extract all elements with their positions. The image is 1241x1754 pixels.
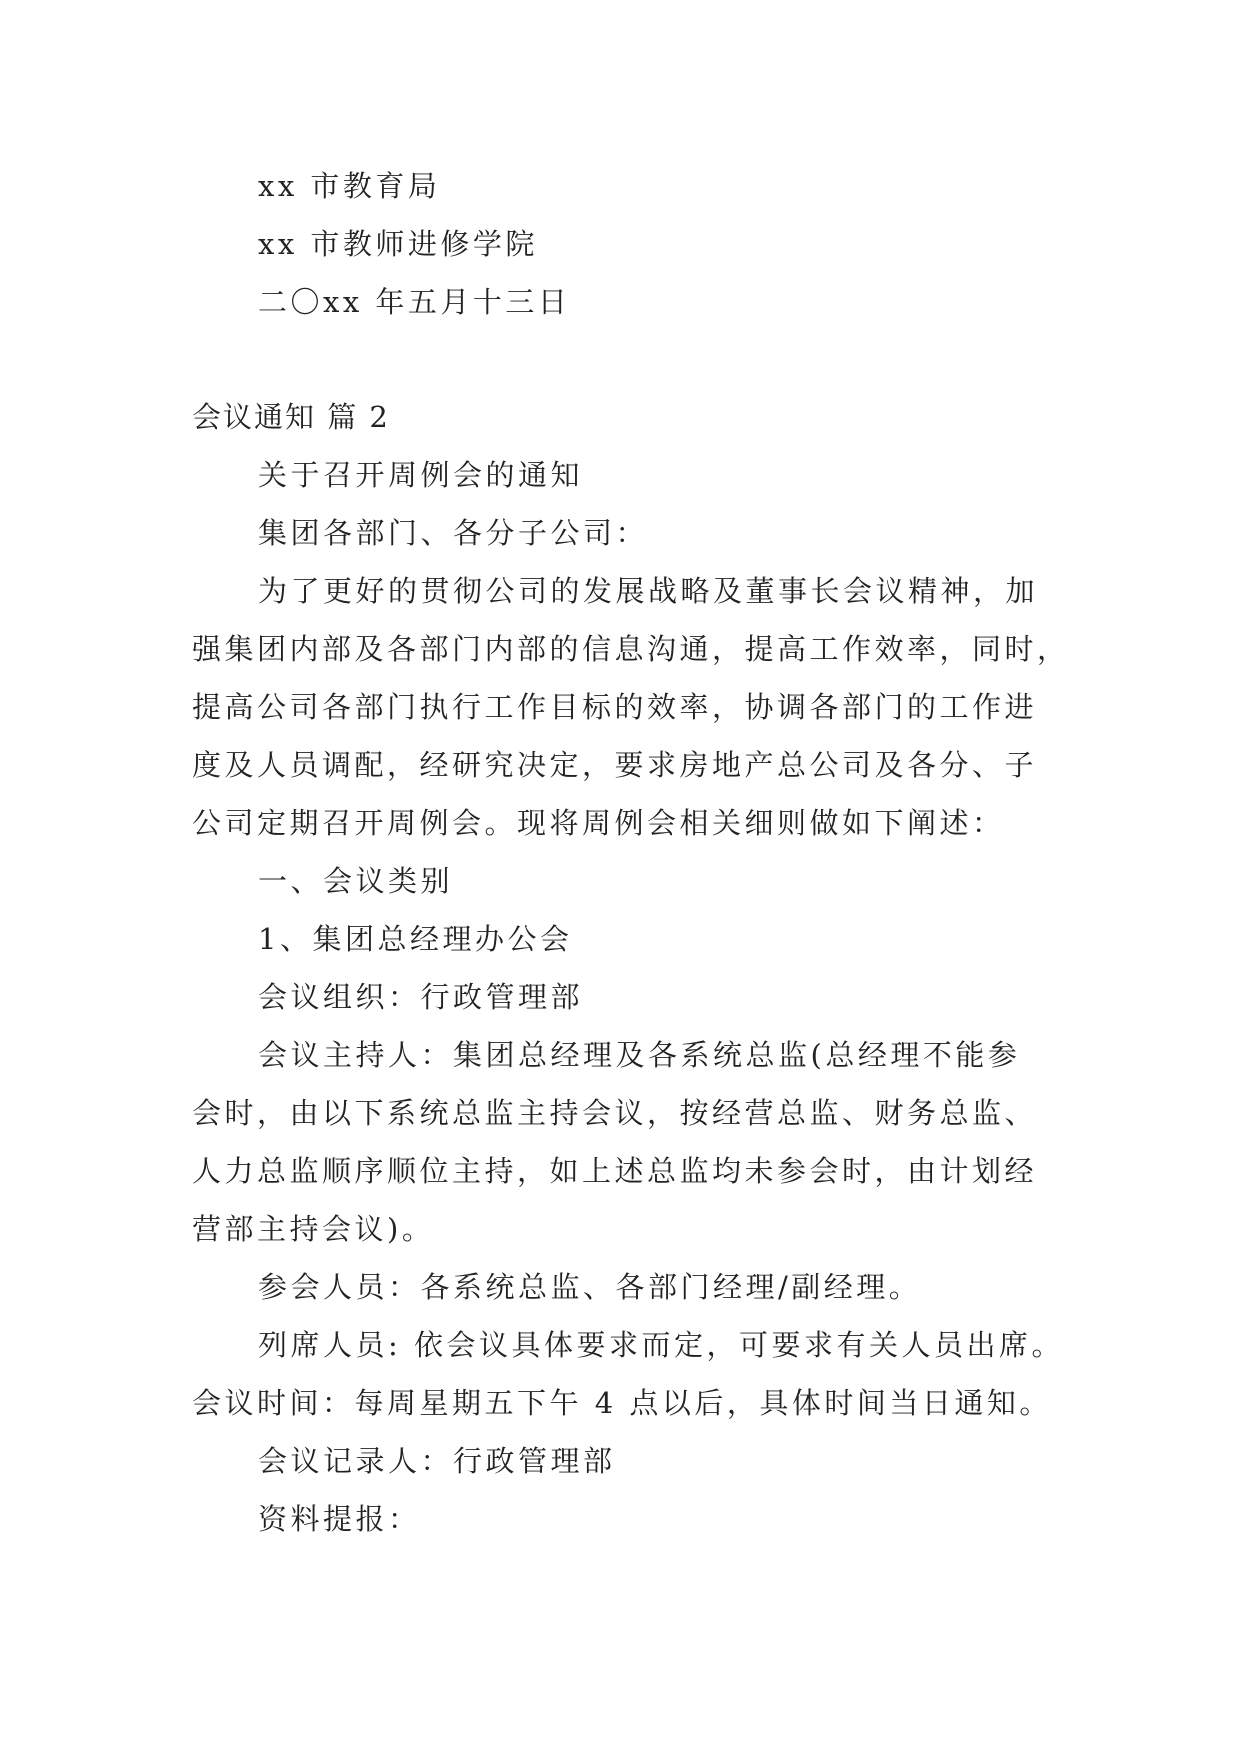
meeting-recorder: 会议记录人：行政管理部 — [258, 1444, 616, 1478]
intro-line-2: 强集团内部及各部门内部的信息沟通，提高工作效率，同时， — [192, 632, 1070, 666]
item-general-manager-meeting: 1、集团总经理办公会 — [258, 922, 573, 956]
host-line-3: 人力总监顺序顺位主持，如上述总监均未参会时，由计划经 — [192, 1154, 1038, 1188]
meeting-organizer: 会议组织：行政管理部 — [258, 980, 584, 1014]
signature-date: 二〇xx 年五月十三日 — [258, 285, 571, 319]
category-heading: 一、会议类别 — [258, 864, 454, 898]
notice-salutation: 集团各部门、各分子公司： — [258, 516, 649, 550]
notice-title: 关于召开周例会的通知 — [258, 458, 584, 492]
intro-line-3: 提高公司各部门执行工作目标的效率，协调各部门的工作进 — [192, 690, 1038, 724]
meeting-observers: 列席人员: 依会议具体要求而定，可要求有关人员出席。 — [258, 1328, 1064, 1362]
signature-org-teacher-college: xx 市教师进修学院 — [258, 227, 538, 261]
intro-line-5: 公司定期召开周例会。现将周例会相关细则做如下阐述： — [192, 806, 1005, 840]
intro-line-1: 为了更好的贯彻公司的发展战略及董事长会议精神，加 — [258, 574, 1039, 608]
signature-org-education-bureau: xx 市教育局 — [258, 169, 441, 203]
intro-line-4: 度及人员调配，经研究决定，要求房地产总公司及各分、子 — [192, 748, 1038, 782]
materials-submission: 资料提报： — [258, 1502, 421, 1536]
section-heading: 会议通知 篇 2 — [192, 400, 390, 434]
host-line-2: 会时，由以下系统总监主持会议，按经营总监、财务总监、 — [192, 1096, 1038, 1130]
meeting-time: 会议时间：每周星期五下午 4 点以后，具体时间当日通知。 — [192, 1386, 1052, 1420]
meeting-attendees: 参会人员：各系统总监、各部门经理/副经理。 — [258, 1270, 922, 1304]
host-line-1: 会议主持人：集团总经理及各系统总监(总经理不能参 — [258, 1038, 1021, 1072]
host-line-4: 营部主持会议)。 — [192, 1212, 435, 1246]
